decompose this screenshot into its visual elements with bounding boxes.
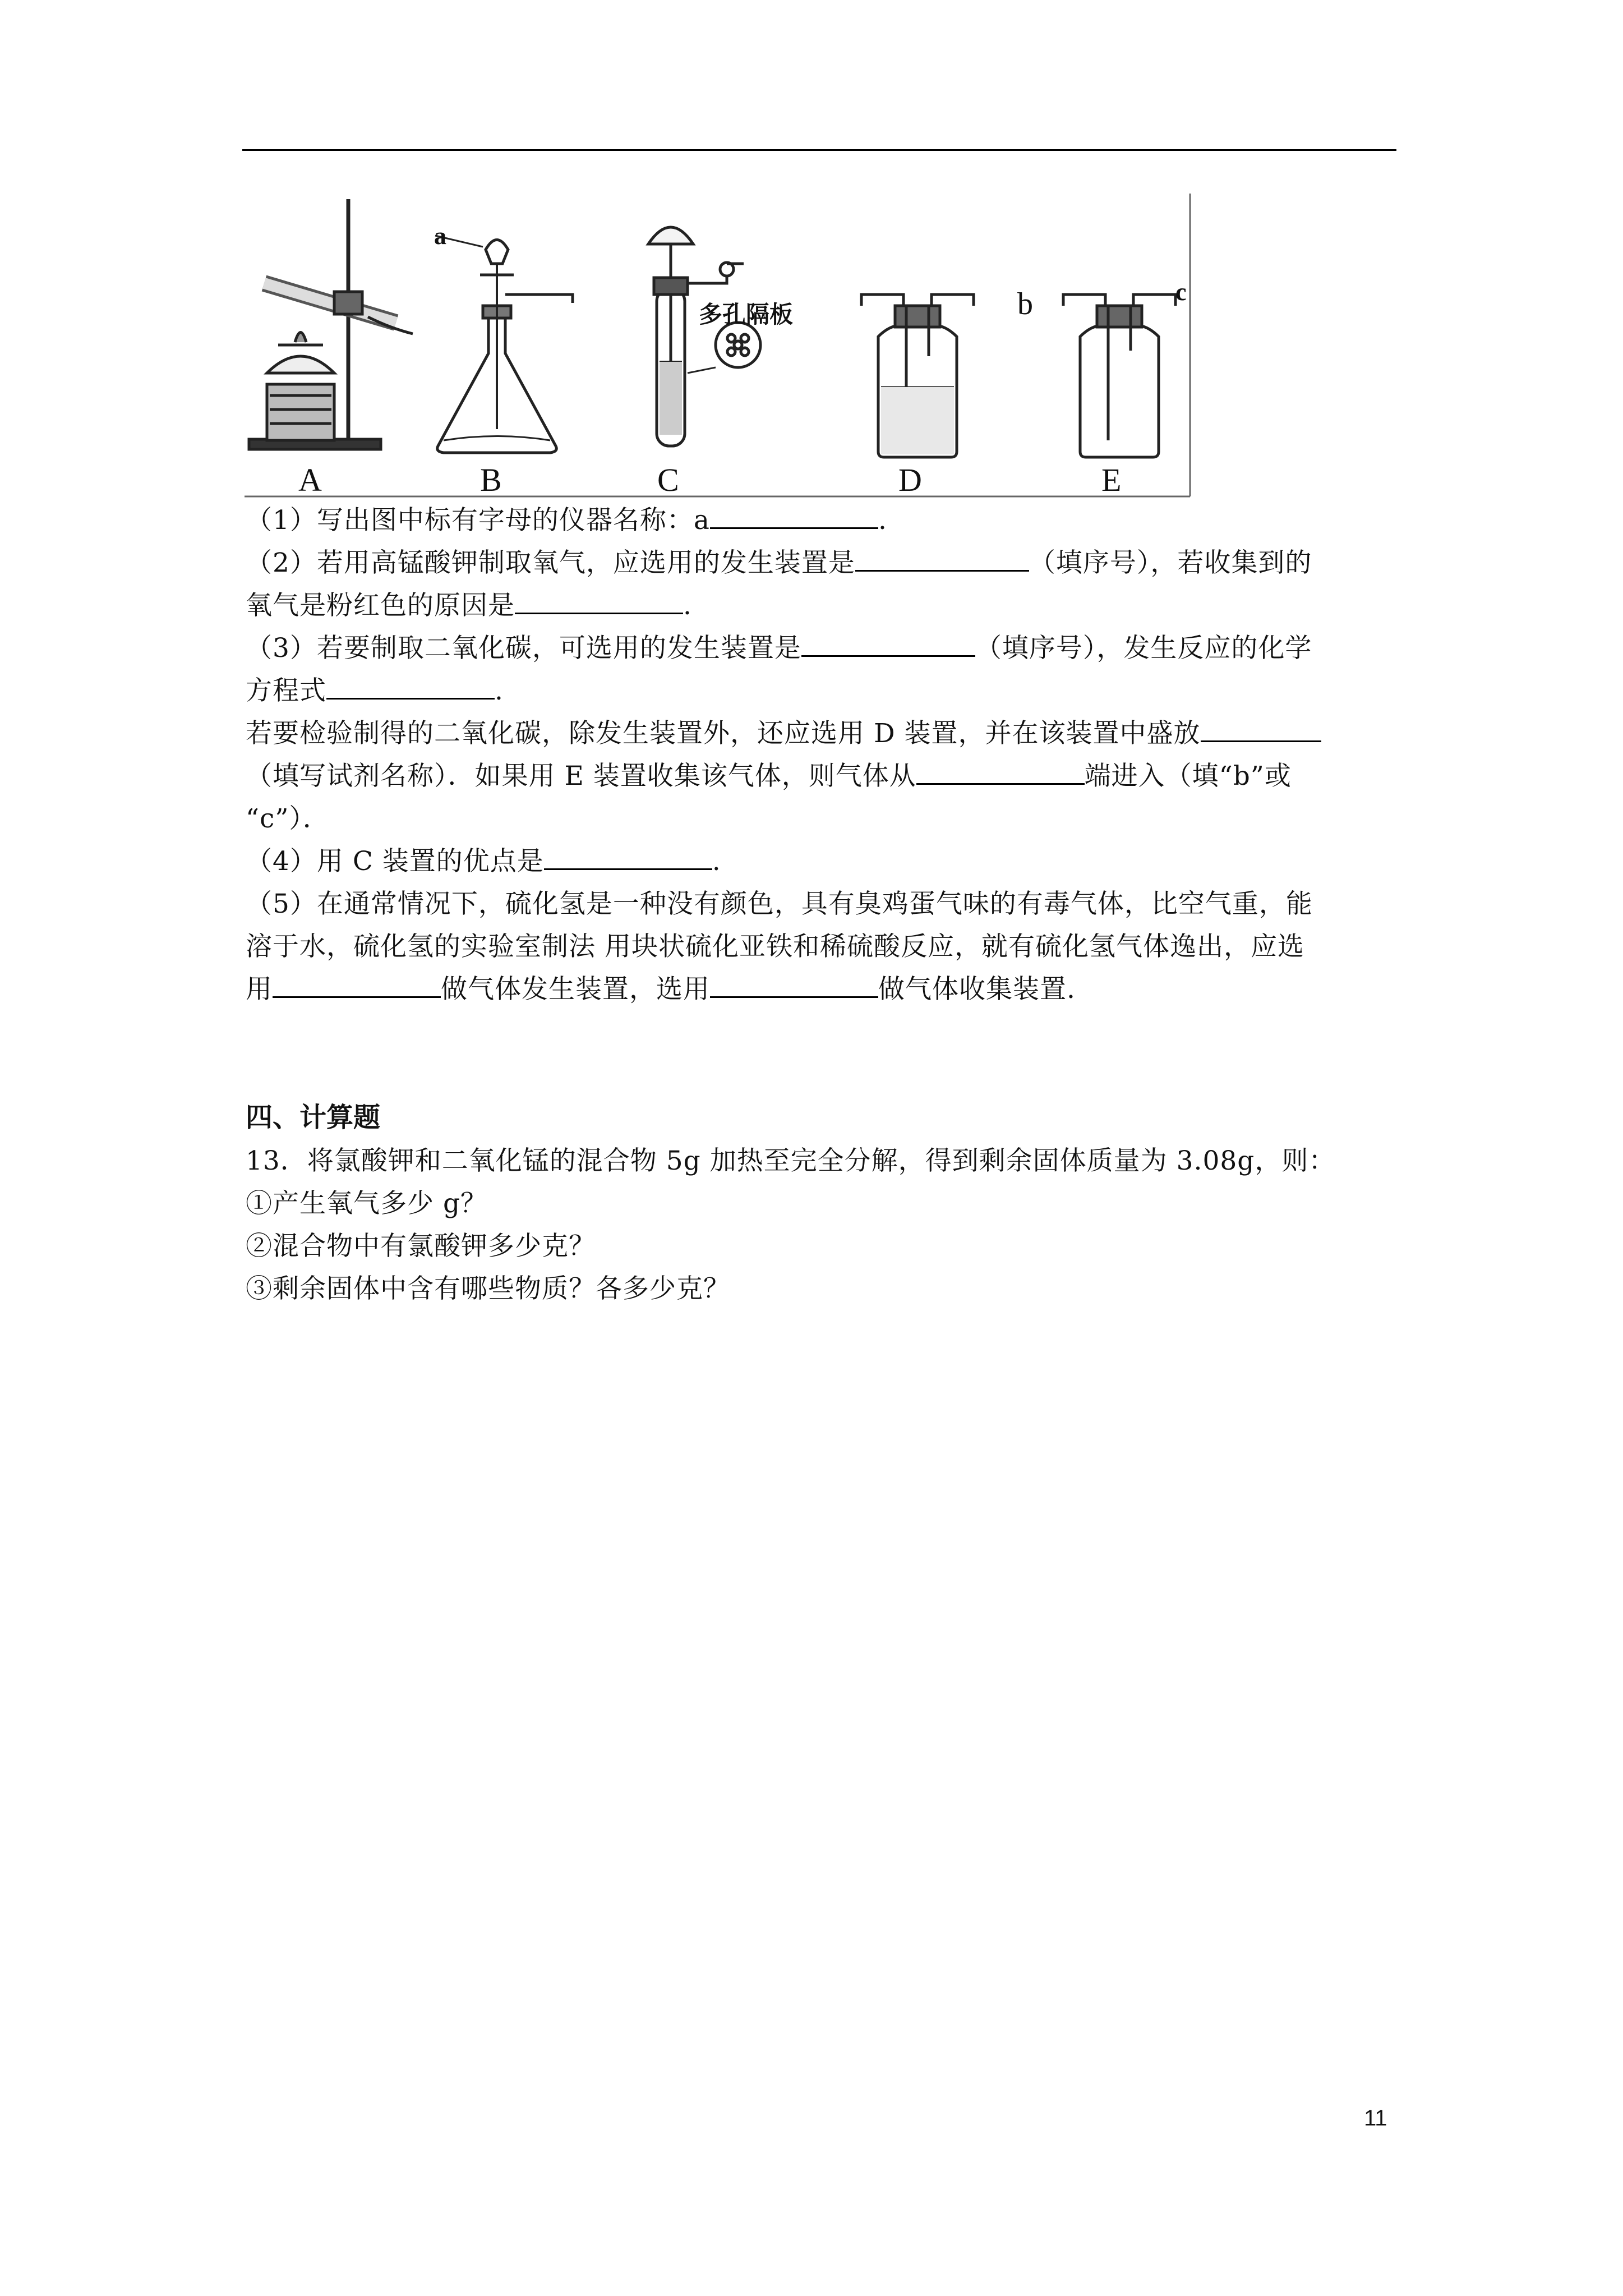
question-5-line-3-b: 做气体发生装置，选用 [441,974,710,1005]
question-4-end: . [712,846,721,877]
question-5-line-3-a: 用 [246,974,273,1005]
question-5-line-1-text: （5）在通常情况下，硫化氢是一种没有颜色，具有臭鸡蛋气味的有毒气体，比空气重，能 [246,889,1313,919]
question-13-sub-1: ①产生氧气多少 g？ [246,1188,488,1219]
question-4 [246,845,721,878]
answer-blank-3c[interactable] [1201,717,1321,742]
answer-blank-3a[interactable] [801,632,975,657]
question-13: 13．将氯酸钾和二氧化锰的混合物 5g 加热至完全分解，得到剩余固体质量为 3.08g，则： [246,1145,1336,1176]
question-2-line-2 [246,589,692,623]
question-3-tail: （填序号），发生反应的化学 [975,633,1312,664]
question-2-end: . [683,590,692,621]
question-2-line-2-text: 氧气是粉红色的原因是 [246,590,515,621]
apparatus-b [435,236,573,453]
question-5-line-3-c: 做气体收集装置. [878,974,1076,1005]
question-1-end: . [878,505,887,536]
question-5-line-3 [246,973,1076,1006]
label-e-upper: E [1101,462,1122,498]
question-3-line-2-text: 方程式 [246,675,326,706]
question-2-tail: （填序号），若收集到的 [1029,547,1312,578]
question-3-line-4 [246,760,1292,793]
marker-b: b [1017,287,1033,321]
apparatus-e [1063,295,1175,457]
question-3-line-2-end: . [495,675,504,706]
apparatus-d [861,295,974,457]
answer-blank-5a[interactable] [273,973,441,998]
header-rule [242,149,1396,151]
question-13-sub-3: ③剩余固体中含有哪些物质？各多少克？ [246,1273,730,1304]
answer-blank-3b[interactable] [326,674,495,700]
label-d-upper: D [898,462,922,498]
question-3-line-4-tail: 端进入（填“b”或 [1084,761,1292,792]
question-3-line-3-text: 若要检验制得的二氧化碳，除发生装置外，还应选用 D 装置，并在该装置中盛放 [246,718,1201,749]
question-1-text: （1）写出图中标有字母的仪器名称：a [246,505,710,536]
section-title: 四、计算题 [246,1102,381,1133]
answer-blank-5b[interactable] [710,973,878,998]
label-b-upper: B [480,462,502,498]
question-3-line-5-text: “c”）． [246,803,330,834]
marker-c: c [1175,278,1187,306]
question-2-line-1 [246,546,1312,580]
apparatus-a [249,199,413,449]
question-1 [246,504,887,537]
question-3-line-3 [246,717,1321,751]
plate-label: 多孔隔板 [699,301,794,328]
question-3-line-2 [246,674,504,708]
answer-blank-2a[interactable] [855,546,1029,572]
answer-blank-2b[interactable] [515,589,683,614]
question-5-line-2-text: 溶于水，硫化氢的实验室制法 用块状硫化亚铁和稀硫酸反应，就有硫化氢气体逸出，应选 [246,931,1304,962]
answer-blank-3d[interactable] [916,760,1085,785]
apparatus-figure [245,194,1192,502]
question-2-text: （2）若用高锰酸钾制取氧气，应选用的发生装置是 [246,547,855,578]
question-3-line-5 [246,802,330,836]
question-3-line-4-text: （填写试剂名称）．如果用 E 装置收集该气体，则气体从 [246,761,916,792]
question-4-text: （4）用 C 装置的优点是 [246,846,544,877]
question-5-line-1 [246,887,1313,921]
apparatus-diagram [245,194,1192,502]
marker-a: a [434,222,446,250]
question-3-text: （3）若要制取二氧化碳，可选用的发生装置是 [246,633,801,664]
question-3-line-1 [246,632,1312,665]
question-5-line-2 [246,930,1304,964]
answer-blank-4[interactable] [544,845,712,870]
label-c-upper: C [657,462,679,498]
question-13-sub-2: ②混合物中有氯酸钾多少克？ [246,1231,596,1262]
apparatus-c [648,227,760,446]
page-number: 11 [1364,2106,1387,2131]
label-a-upper: A [298,462,322,498]
answer-blank-1[interactable] [710,504,878,529]
